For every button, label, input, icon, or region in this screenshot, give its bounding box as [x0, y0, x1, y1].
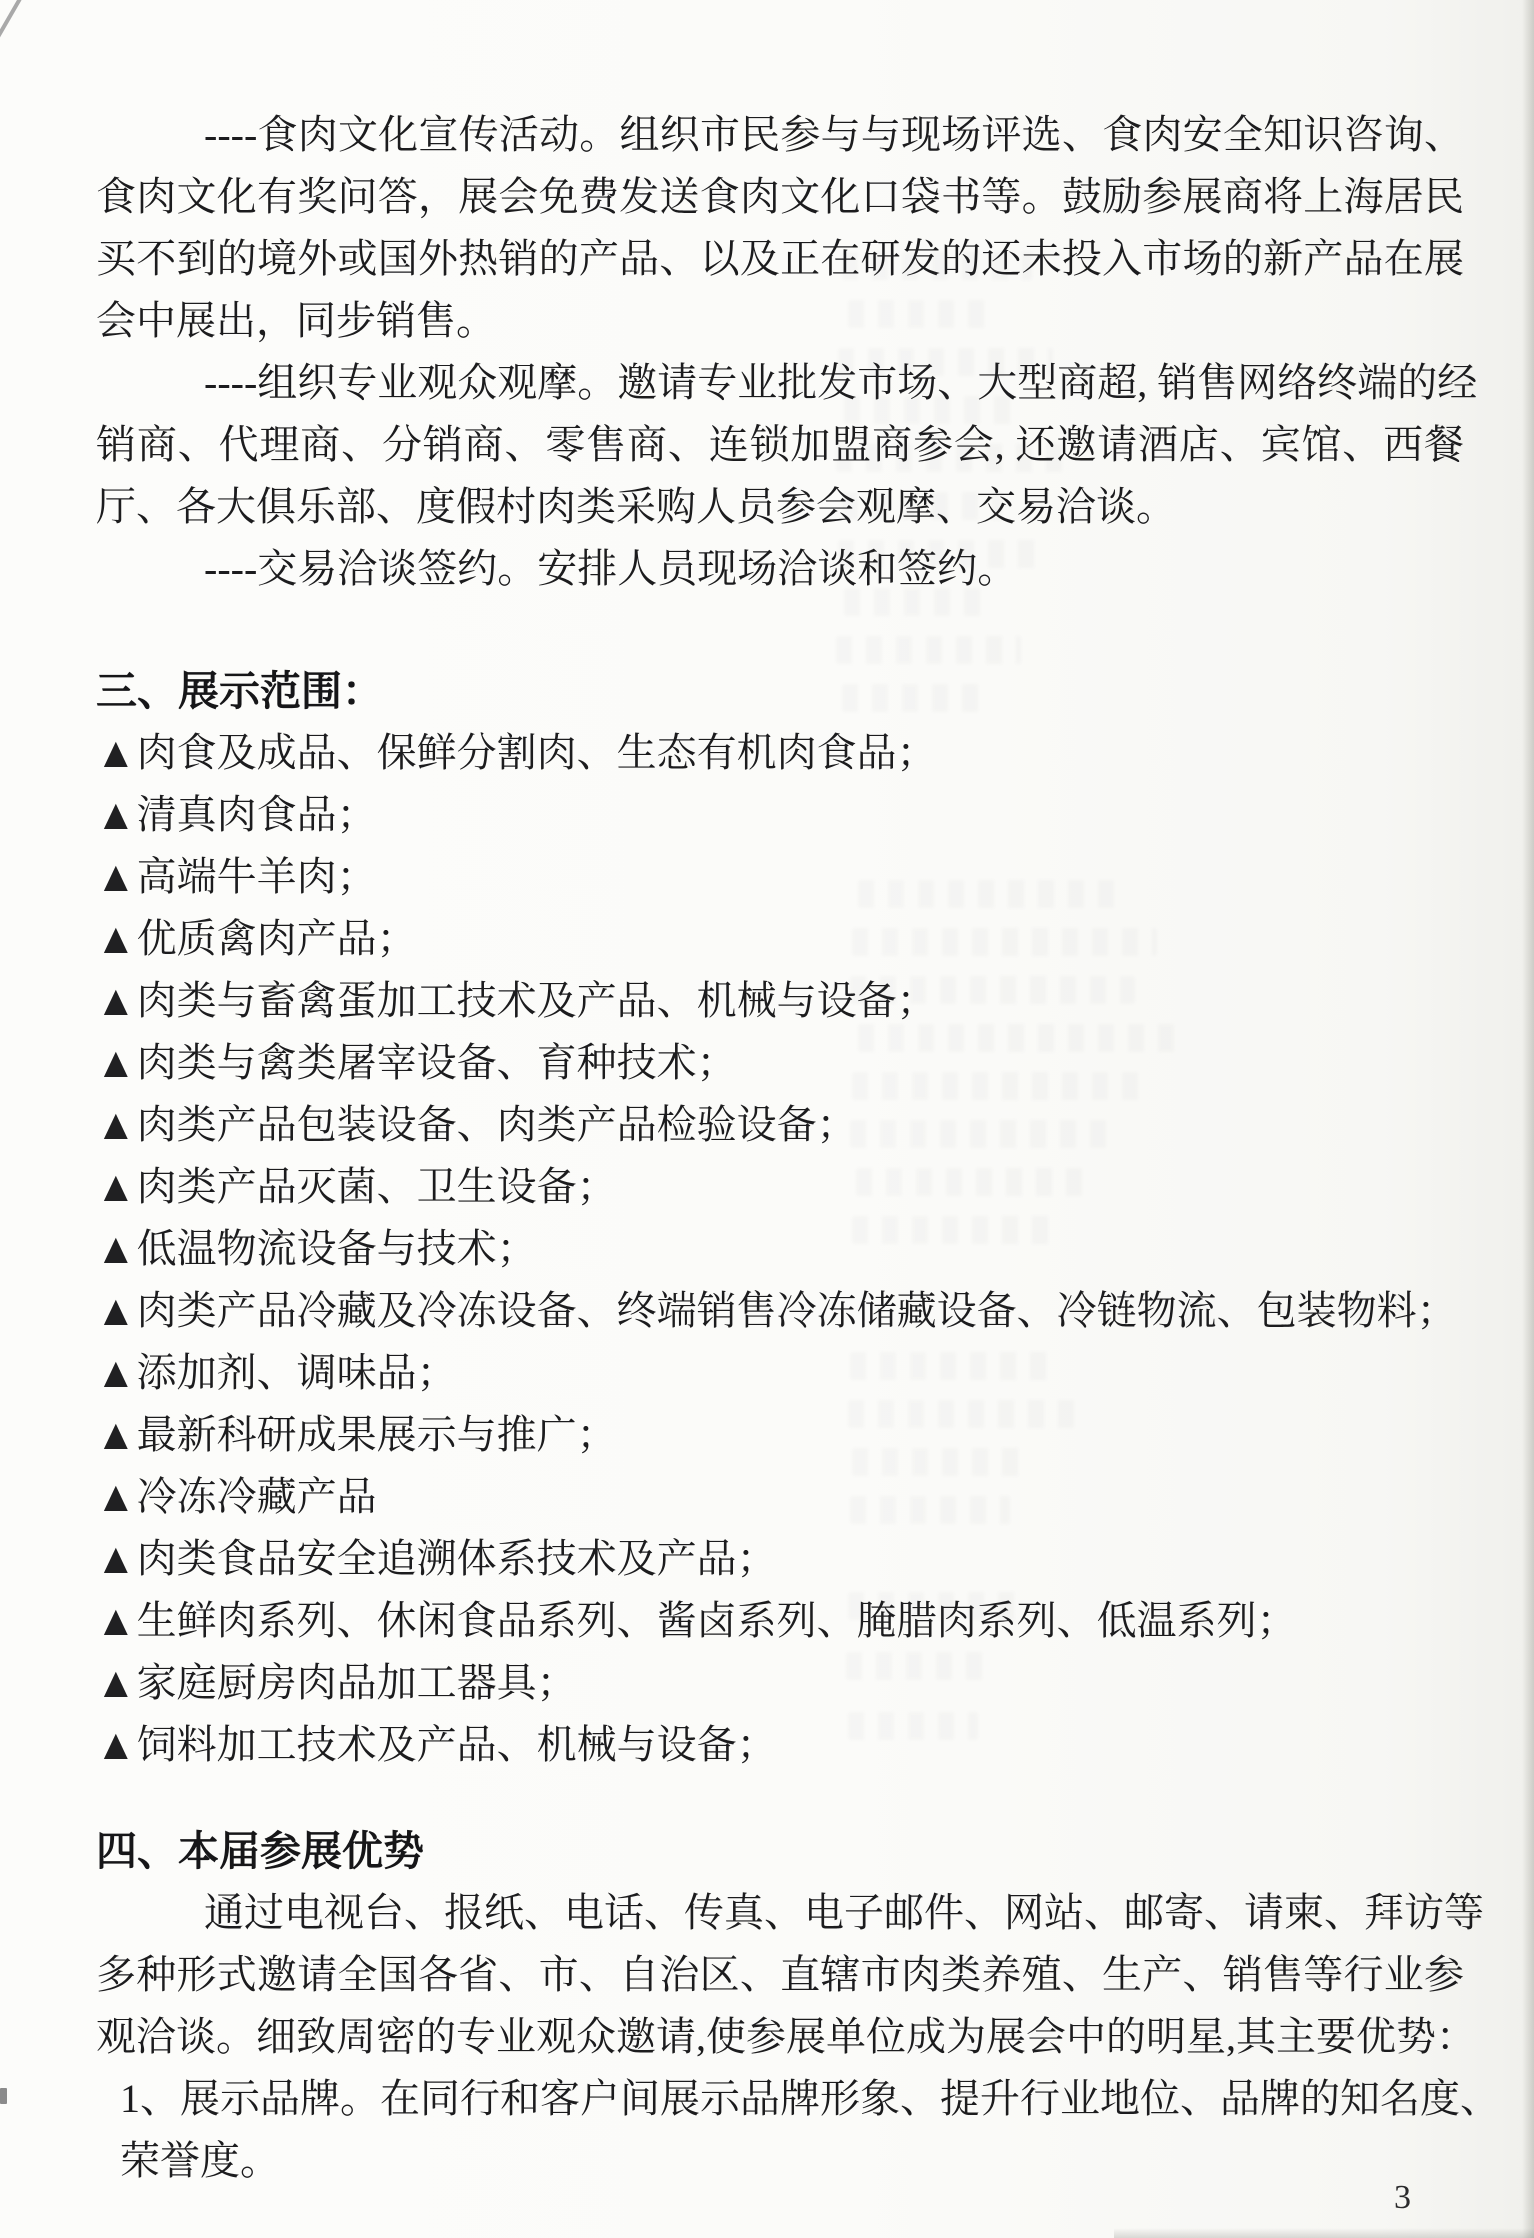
paragraph-line: 厅、各大俱乐部、度假村肉类采购人员参会观摩、交易洽谈。	[96, 484, 1176, 529]
paragraph-line: 食肉文化有奖问答，展会免费发送食肉文化口袋书等。鼓励参展商将上海居民	[96, 174, 1464, 219]
scope-list-item	[96, 970, 1464, 1032]
intro-paragraph	[96, 104, 1464, 352]
scope-list-item	[96, 1528, 1464, 1590]
scope-item-text: 添加剂、调味品；	[136, 1350, 457, 1395]
triangle-bullet-icon: ▲	[95, 1720, 136, 1769]
paragraph-line: 多种形式邀请全国各省、市、自治区、直辖市肉类养殖、生产、销售等行业参	[96, 1952, 1464, 1997]
paragraph-line: 会中展出，同步销售。	[96, 298, 496, 343]
intro-paragraph	[96, 352, 1478, 538]
triangle-bullet-icon: ▲	[95, 1658, 136, 1707]
numbered-item-line: 荣誉度。	[120, 2138, 280, 2183]
numbered-item	[96, 2068, 1500, 2192]
paragraph-line: 观洽谈。细致周密的专业观众邀请,使参展单位成为展会中的明星,其主要优势：	[96, 2014, 1476, 2059]
scope-item-text: 肉类与禽类屠宰设备、育种技术；	[136, 1040, 737, 1085]
scope-item-text: 肉食及成品、保鲜分割肉、生态有机肉食品；	[136, 730, 937, 775]
scope-list-item	[96, 908, 1464, 970]
paragraph-line: 通过电视台、报纸、电话、传真、电子邮件、网站、邮寄、请柬、拜访等	[204, 1890, 1484, 1935]
scope-item-text: 清真肉食品；	[136, 792, 377, 837]
triangle-bullet-icon: ▲	[95, 914, 136, 963]
triangle-bullet-icon: ▲	[95, 1348, 136, 1397]
triangle-bullet-icon: ▲	[95, 1038, 136, 1087]
triangle-bullet-icon: ▲	[95, 728, 136, 777]
scope-item-text: 优质禽肉产品；	[136, 916, 417, 961]
triangle-bullet-icon: ▲	[95, 976, 136, 1025]
paragraph-line: ----交易洽谈签约。安排人员现场洽谈和签约。	[204, 546, 1018, 591]
paper-bottom-edge-shadow	[1114, 2228, 1534, 2238]
triangle-bullet-icon: ▲	[95, 1100, 136, 1149]
scope-item-text: 冷冻冷藏产品	[136, 1474, 377, 1519]
paper-right-edge-shadow	[1522, 0, 1534, 2238]
document-content	[95, 104, 1500, 2192]
scope-item-text: 家庭厨房肉品加工器具；	[136, 1660, 577, 1705]
scope-list-item	[96, 1032, 1464, 1094]
scope-item-text: 肉类食品安全追溯体系技术及产品；	[136, 1536, 777, 1581]
scope-item-text: 肉类产品冷藏及冷冻设备、终端销售冷冻储藏设备、冷链物流、包装物料；	[136, 1288, 1457, 1333]
triangle-bullet-icon: ▲	[95, 790, 136, 839]
scope-list-item	[96, 1652, 1464, 1714]
triangle-bullet-icon: ▲	[95, 1534, 136, 1583]
paragraph-line: 销商、代理商、分销商、零售商、连锁加盟商参会, 还邀请酒店、宾馆、西餐	[96, 422, 1464, 467]
page-number: 3	[1394, 2179, 1411, 2216]
scope-list-item	[96, 1156, 1464, 1218]
advantages-paragraph	[96, 1882, 1484, 2068]
scope-item-text: 肉类与畜禽蛋加工技术及产品、机械与设备；	[136, 978, 937, 1023]
scope-list-item	[96, 1590, 1464, 1652]
paragraph-line: 买不到的境外或国外热销的产品、以及正在研发的还未投入市场的新产品在展	[96, 236, 1464, 281]
section-scope-heading: 三、展示范围：	[96, 668, 383, 714]
scope-list-item	[96, 1094, 1464, 1156]
scope-item-text: 生鲜肉系列、休闲食品系列、酱卤系列、腌腊肉系列、低温系列；	[136, 1598, 1297, 1643]
triangle-bullet-icon: ▲	[95, 852, 136, 901]
scope-list-item	[96, 722, 1464, 784]
triangle-bullet-icon: ▲	[95, 1410, 136, 1459]
scope-list-item	[96, 846, 1464, 908]
scope-list-item	[96, 1280, 1464, 1342]
scope-item-text: 最新科研成果展示与推广；	[136, 1412, 617, 1457]
scope-item-text: 饲料加工技术及产品、机械与设备；	[136, 1722, 777, 1767]
scope-item-text: 肉类产品灭菌、卫生设备；	[136, 1164, 617, 1209]
triangle-bullet-icon: ▲	[95, 1224, 136, 1273]
paragraph-line: ----食肉文化宣传活动。组织市民参与与现场评选、食肉安全知识咨询、	[204, 112, 1464, 157]
scope-list-item	[96, 784, 1464, 846]
numbered-item-line: 1、展示品牌。在同行和客户间展示品牌形象、提升行业地位、品牌的知名度、	[120, 2076, 1500, 2121]
section-advantages-heading: 四、本届参展优势	[96, 1828, 424, 1874]
paragraph-line: ----组织专业观众观摩。邀请专业批发市场、大型商超, 销售网络终端的经	[204, 360, 1478, 405]
scan-corner-artifact	[0, 0, 22, 49]
scope-item-text: 高端牛羊肉；	[136, 854, 377, 899]
triangle-bullet-icon: ▲	[95, 1286, 136, 1335]
scope-item-text: 低温物流设备与技术；	[136, 1226, 537, 1271]
scope-list-item	[96, 1714, 1464, 1776]
scope-list-item	[96, 1404, 1464, 1466]
intro-paragraph	[96, 538, 1464, 600]
scan-edge-nick	[0, 2088, 7, 2104]
scope-list-item	[96, 1218, 1464, 1280]
scope-list-item	[96, 1466, 1464, 1528]
scope-list	[96, 722, 1464, 1776]
intro-paragraphs	[96, 104, 1478, 600]
scope-list-item	[96, 1342, 1464, 1404]
triangle-bullet-icon: ▲	[95, 1162, 136, 1211]
triangle-bullet-icon: ▲	[95, 1472, 136, 1521]
triangle-bullet-icon: ▲	[95, 1596, 136, 1645]
advantages-numbered-list	[96, 2068, 1500, 2192]
scope-item-text: 肉类产品包装设备、肉类产品检验设备；	[136, 1102, 857, 1147]
